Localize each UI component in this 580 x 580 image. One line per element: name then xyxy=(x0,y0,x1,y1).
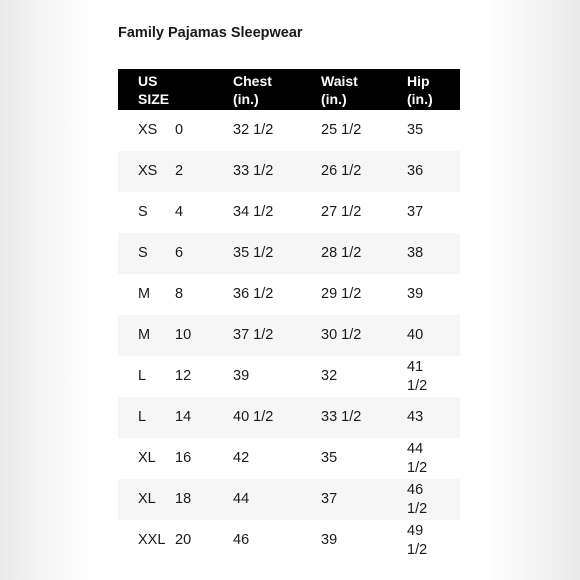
cell-hip: 38 xyxy=(407,245,424,261)
cell-chest: 36 1/2 xyxy=(233,286,274,302)
cell-hip: 40 xyxy=(407,327,424,343)
table-row xyxy=(118,438,460,479)
cell-chest: 39 xyxy=(233,368,250,384)
cell-hip: 36 xyxy=(407,163,424,179)
size-chart-card xyxy=(100,0,480,580)
page-title: Family Pajamas Sleepwear xyxy=(118,25,303,41)
table-row xyxy=(118,397,460,438)
cell-hip: 35 xyxy=(407,122,424,138)
cell-hip: 39 xyxy=(407,286,424,302)
cell-waist: 33 1/2 xyxy=(321,409,362,425)
cell-size-number: 10 xyxy=(175,327,192,343)
cell-size: L xyxy=(138,368,147,384)
table-row xyxy=(118,151,460,192)
cell-waist: 28 1/2 xyxy=(321,245,362,261)
cell-size: S xyxy=(138,204,148,220)
table-row xyxy=(118,274,460,315)
cell-size-number: 14 xyxy=(175,409,192,425)
cell-chest: 34 1/2 xyxy=(233,204,274,220)
cell-size-number: 16 xyxy=(175,450,192,466)
cell-waist: 35 xyxy=(321,450,338,466)
cell-hip: 44 1/2 xyxy=(407,440,428,476)
cell-size-number: 18 xyxy=(175,491,192,507)
cell-chest: 35 1/2 xyxy=(233,245,274,261)
cell-chest: 33 1/2 xyxy=(233,163,274,179)
cell-size: XXL xyxy=(138,532,166,548)
cell-size: M xyxy=(138,327,151,343)
table-row xyxy=(118,110,460,151)
cell-size-number: 6 xyxy=(175,245,184,261)
table-row xyxy=(118,315,460,356)
cell-hip: 41 1/2 xyxy=(407,358,428,394)
cell-waist: 29 1/2 xyxy=(321,286,362,302)
header-size: US SIZE xyxy=(138,73,170,107)
cell-waist: 32 xyxy=(321,368,338,384)
cell-waist: 26 1/2 xyxy=(321,163,362,179)
cell-size: L xyxy=(138,409,147,425)
table-row xyxy=(118,192,460,233)
cell-hip: 37 xyxy=(407,204,424,220)
cell-chest: 40 1/2 xyxy=(233,409,274,425)
cell-size-number: 2 xyxy=(175,163,184,179)
cell-size: XS xyxy=(138,163,158,179)
cell-size: S xyxy=(138,245,148,261)
cell-size-number: 4 xyxy=(175,204,184,220)
table-row xyxy=(118,356,460,397)
cell-size-number: 12 xyxy=(175,368,192,384)
table-header xyxy=(118,69,460,110)
cell-size: XS xyxy=(138,122,158,138)
cell-chest: 44 xyxy=(233,491,250,507)
cell-waist: 25 1/2 xyxy=(321,122,362,138)
cell-size-number: 20 xyxy=(175,532,192,548)
cell-chest: 37 1/2 xyxy=(233,327,274,343)
cell-waist: 30 1/2 xyxy=(321,327,362,343)
cell-chest: 46 xyxy=(233,532,250,548)
cell-hip: 46 1/2 xyxy=(407,481,428,517)
header-chest: Chest (in.) xyxy=(233,73,272,107)
cell-size: XL xyxy=(138,491,156,507)
cell-size: M xyxy=(138,286,151,302)
cell-size-number: 8 xyxy=(175,286,184,302)
cell-size: XL xyxy=(138,450,156,466)
table-row xyxy=(118,479,460,520)
cell-size-number: 0 xyxy=(175,122,184,138)
cell-waist: 37 xyxy=(321,491,338,507)
cell-chest: 32 1/2 xyxy=(233,122,274,138)
table-row xyxy=(118,233,460,274)
cell-chest: 42 xyxy=(233,450,250,466)
cell-hip: 43 xyxy=(407,409,424,425)
cell-waist: 27 1/2 xyxy=(321,204,362,220)
cell-hip: 49 1/2 xyxy=(407,522,428,558)
header-hip: Hip (in.) xyxy=(407,73,433,107)
cell-waist: 39 xyxy=(321,532,338,548)
header-waist: Waist (in.) xyxy=(321,73,358,107)
table-row xyxy=(118,520,460,561)
